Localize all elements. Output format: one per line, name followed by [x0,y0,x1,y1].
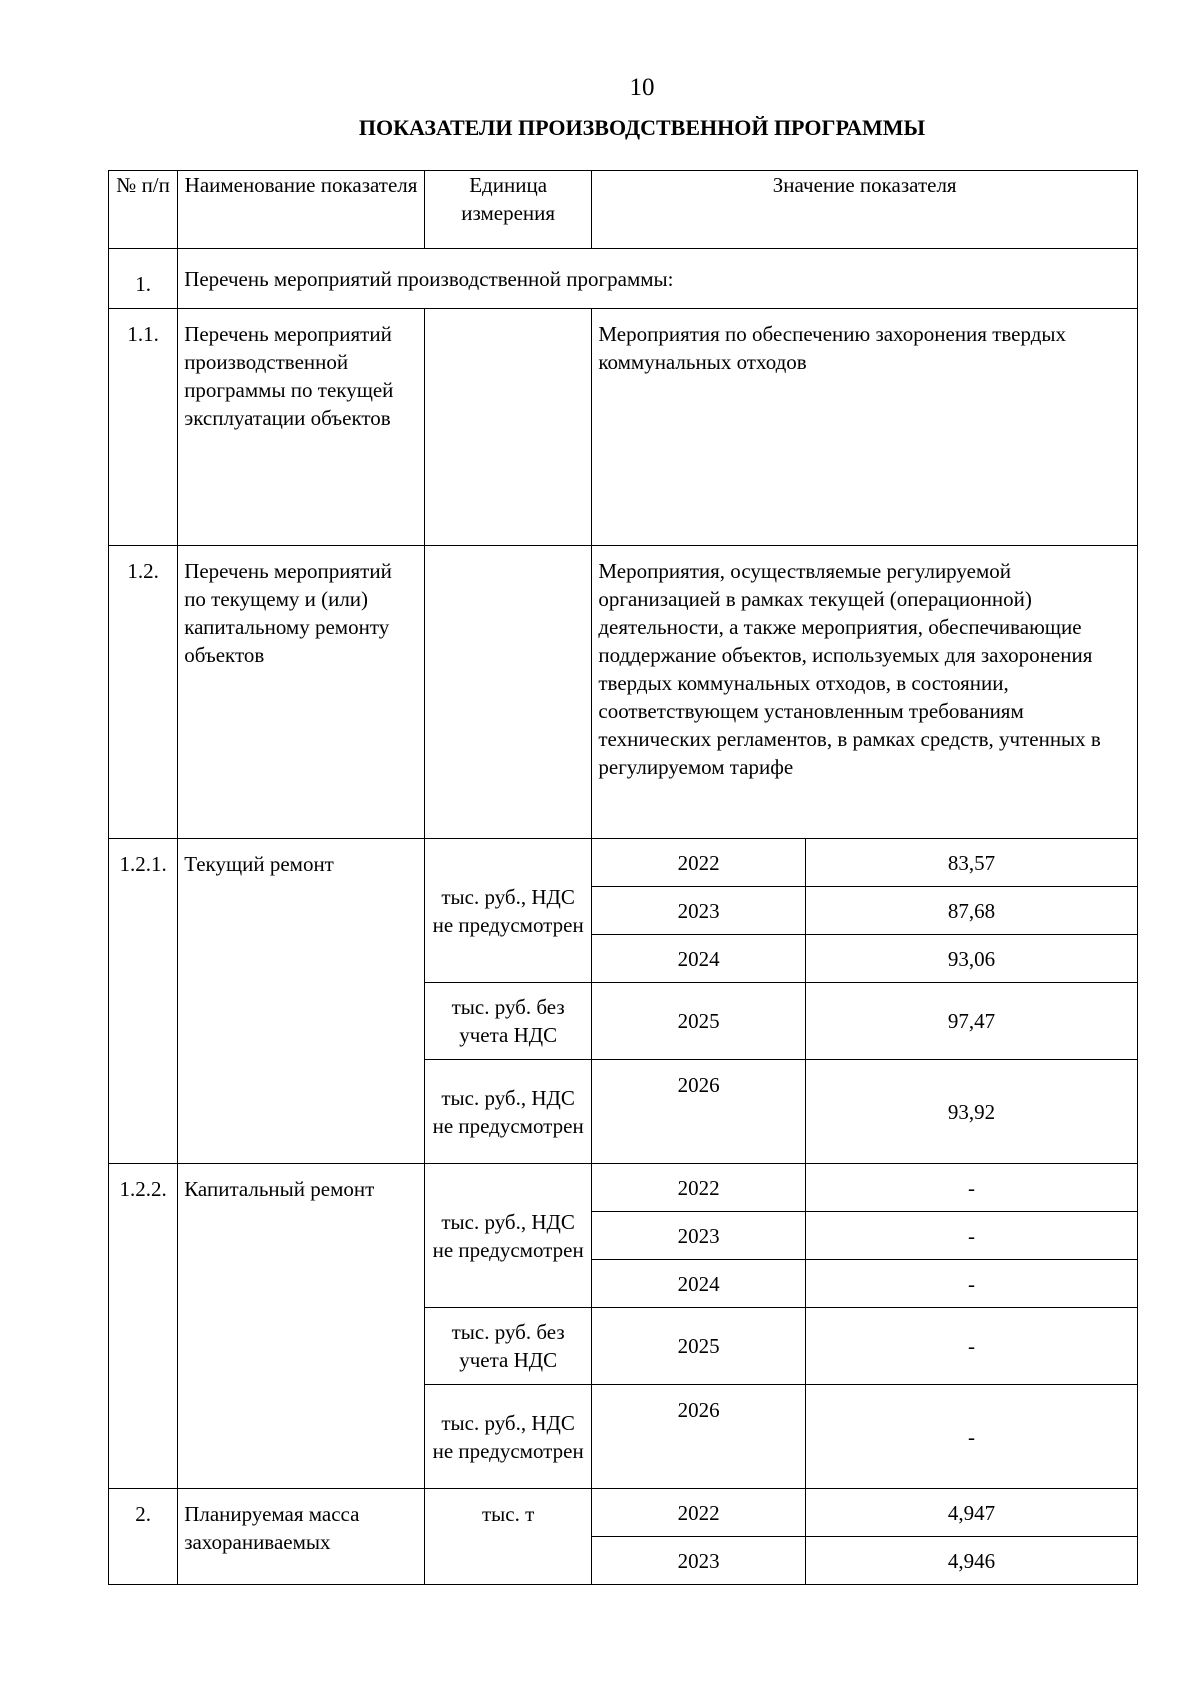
year-cell: 2026 [592,1385,806,1489]
row-unit [424,546,591,839]
value-cell: - [805,1385,1137,1489]
row-unit: тыс. руб. без учета НДС [424,983,591,1060]
section-row-1 [109,249,1138,309]
year-cell: 2025 [592,1308,806,1385]
row-num: 2. [109,1489,178,1585]
value-cell: 83,57 [805,839,1137,887]
row-num: 1.2.2. [109,1164,178,1489]
value-cell: - [805,1164,1137,1212]
row-name: Планируемая масса захораниваемых [178,1489,425,1585]
table-row-2 [109,1489,1138,1537]
year-cell: 2023 [592,1537,806,1585]
row-value: Мероприятия, осуществляемые регулируемой организацией в рамках текущей (операционной) деятельности, а также мероприятия, обеспечивающие поддержание объектов, используемых для захоронения твердых коммунальных отходов, в состоянии, соответствующем установленным требованиям технических регламентов, в рамках средств, учтенных в регулируемом тарифе [592,546,1138,839]
year-cell: 2024 [592,935,806,983]
row-unit: тыс. руб., НДС не предусмотрен [424,1164,591,1308]
row-num: 1.2.1. [109,839,178,1164]
value-cell: - [805,1260,1137,1308]
year-cell: 2023 [592,887,806,935]
row-num: 1. [109,249,178,309]
row-name: Перечень мероприятий производственной программы по текущей эксплуатации объектов [178,309,425,546]
table-row-1-2-1 [109,839,1138,887]
row-num: 1.1. [109,309,178,546]
value-cell: 93,92 [805,1060,1137,1164]
header-unit: Единица измерения [424,171,591,249]
row-unit [424,309,591,546]
year-cell: 2024 [592,1260,806,1308]
year-cell: 2025 [592,983,806,1060]
value-cell: 4,947 [805,1489,1137,1537]
year-cell: 2023 [592,1212,806,1260]
row-unit: тыс. руб., НДС не предусмотрен [424,1060,591,1164]
year-cell: 2026 [592,1060,806,1164]
header-value: Значение показателя [592,171,1138,249]
value-cell: 4,946 [805,1537,1137,1585]
value-cell: - [805,1308,1137,1385]
year-cell: 2022 [592,1489,806,1537]
row-unit: тыс. т [424,1489,591,1585]
row-num: 1.2. [109,546,178,839]
header-num: № п/п [109,171,178,249]
year-cell: 2022 [592,1164,806,1212]
row-unit: тыс. руб., НДС не предусмотрен [424,839,591,983]
header-name: Наименование показателя [178,171,425,249]
table-row-1-2 [109,546,1138,839]
table-row-1-2-2 [109,1164,1138,1212]
year-cell: 2022 [592,839,806,887]
table-row-1-1 [109,309,1138,546]
row-name: Текущий ремонт [178,839,425,1164]
row-name: Перечень мероприятий по текущему и (или) капитальному ремонту объектов [178,546,425,839]
indicators-table [108,170,1138,1585]
page-number: 10 [629,74,655,101]
document-title: ПОКАЗАТЕЛИ ПРОИЗВОДСТВЕННОЙ ПРОГРАММЫ [358,115,926,140]
row-unit: тыс. руб., НДС не предусмотрен [424,1385,591,1489]
table-header-row [109,171,1138,249]
value-cell: 93,06 [805,935,1137,983]
row-unit: тыс. руб. без учета НДС [424,1308,591,1385]
value-cell: 97,47 [805,983,1137,1060]
value-cell: 87,68 [805,887,1137,935]
row-name: Капитальный ремонт [178,1164,425,1489]
row-value: Мероприятия по обеспечению захоронения твердых коммунальных отходов [592,309,1138,546]
section-label: Перечень мероприятий производственной программы: [178,249,1138,309]
value-cell: - [805,1212,1137,1260]
